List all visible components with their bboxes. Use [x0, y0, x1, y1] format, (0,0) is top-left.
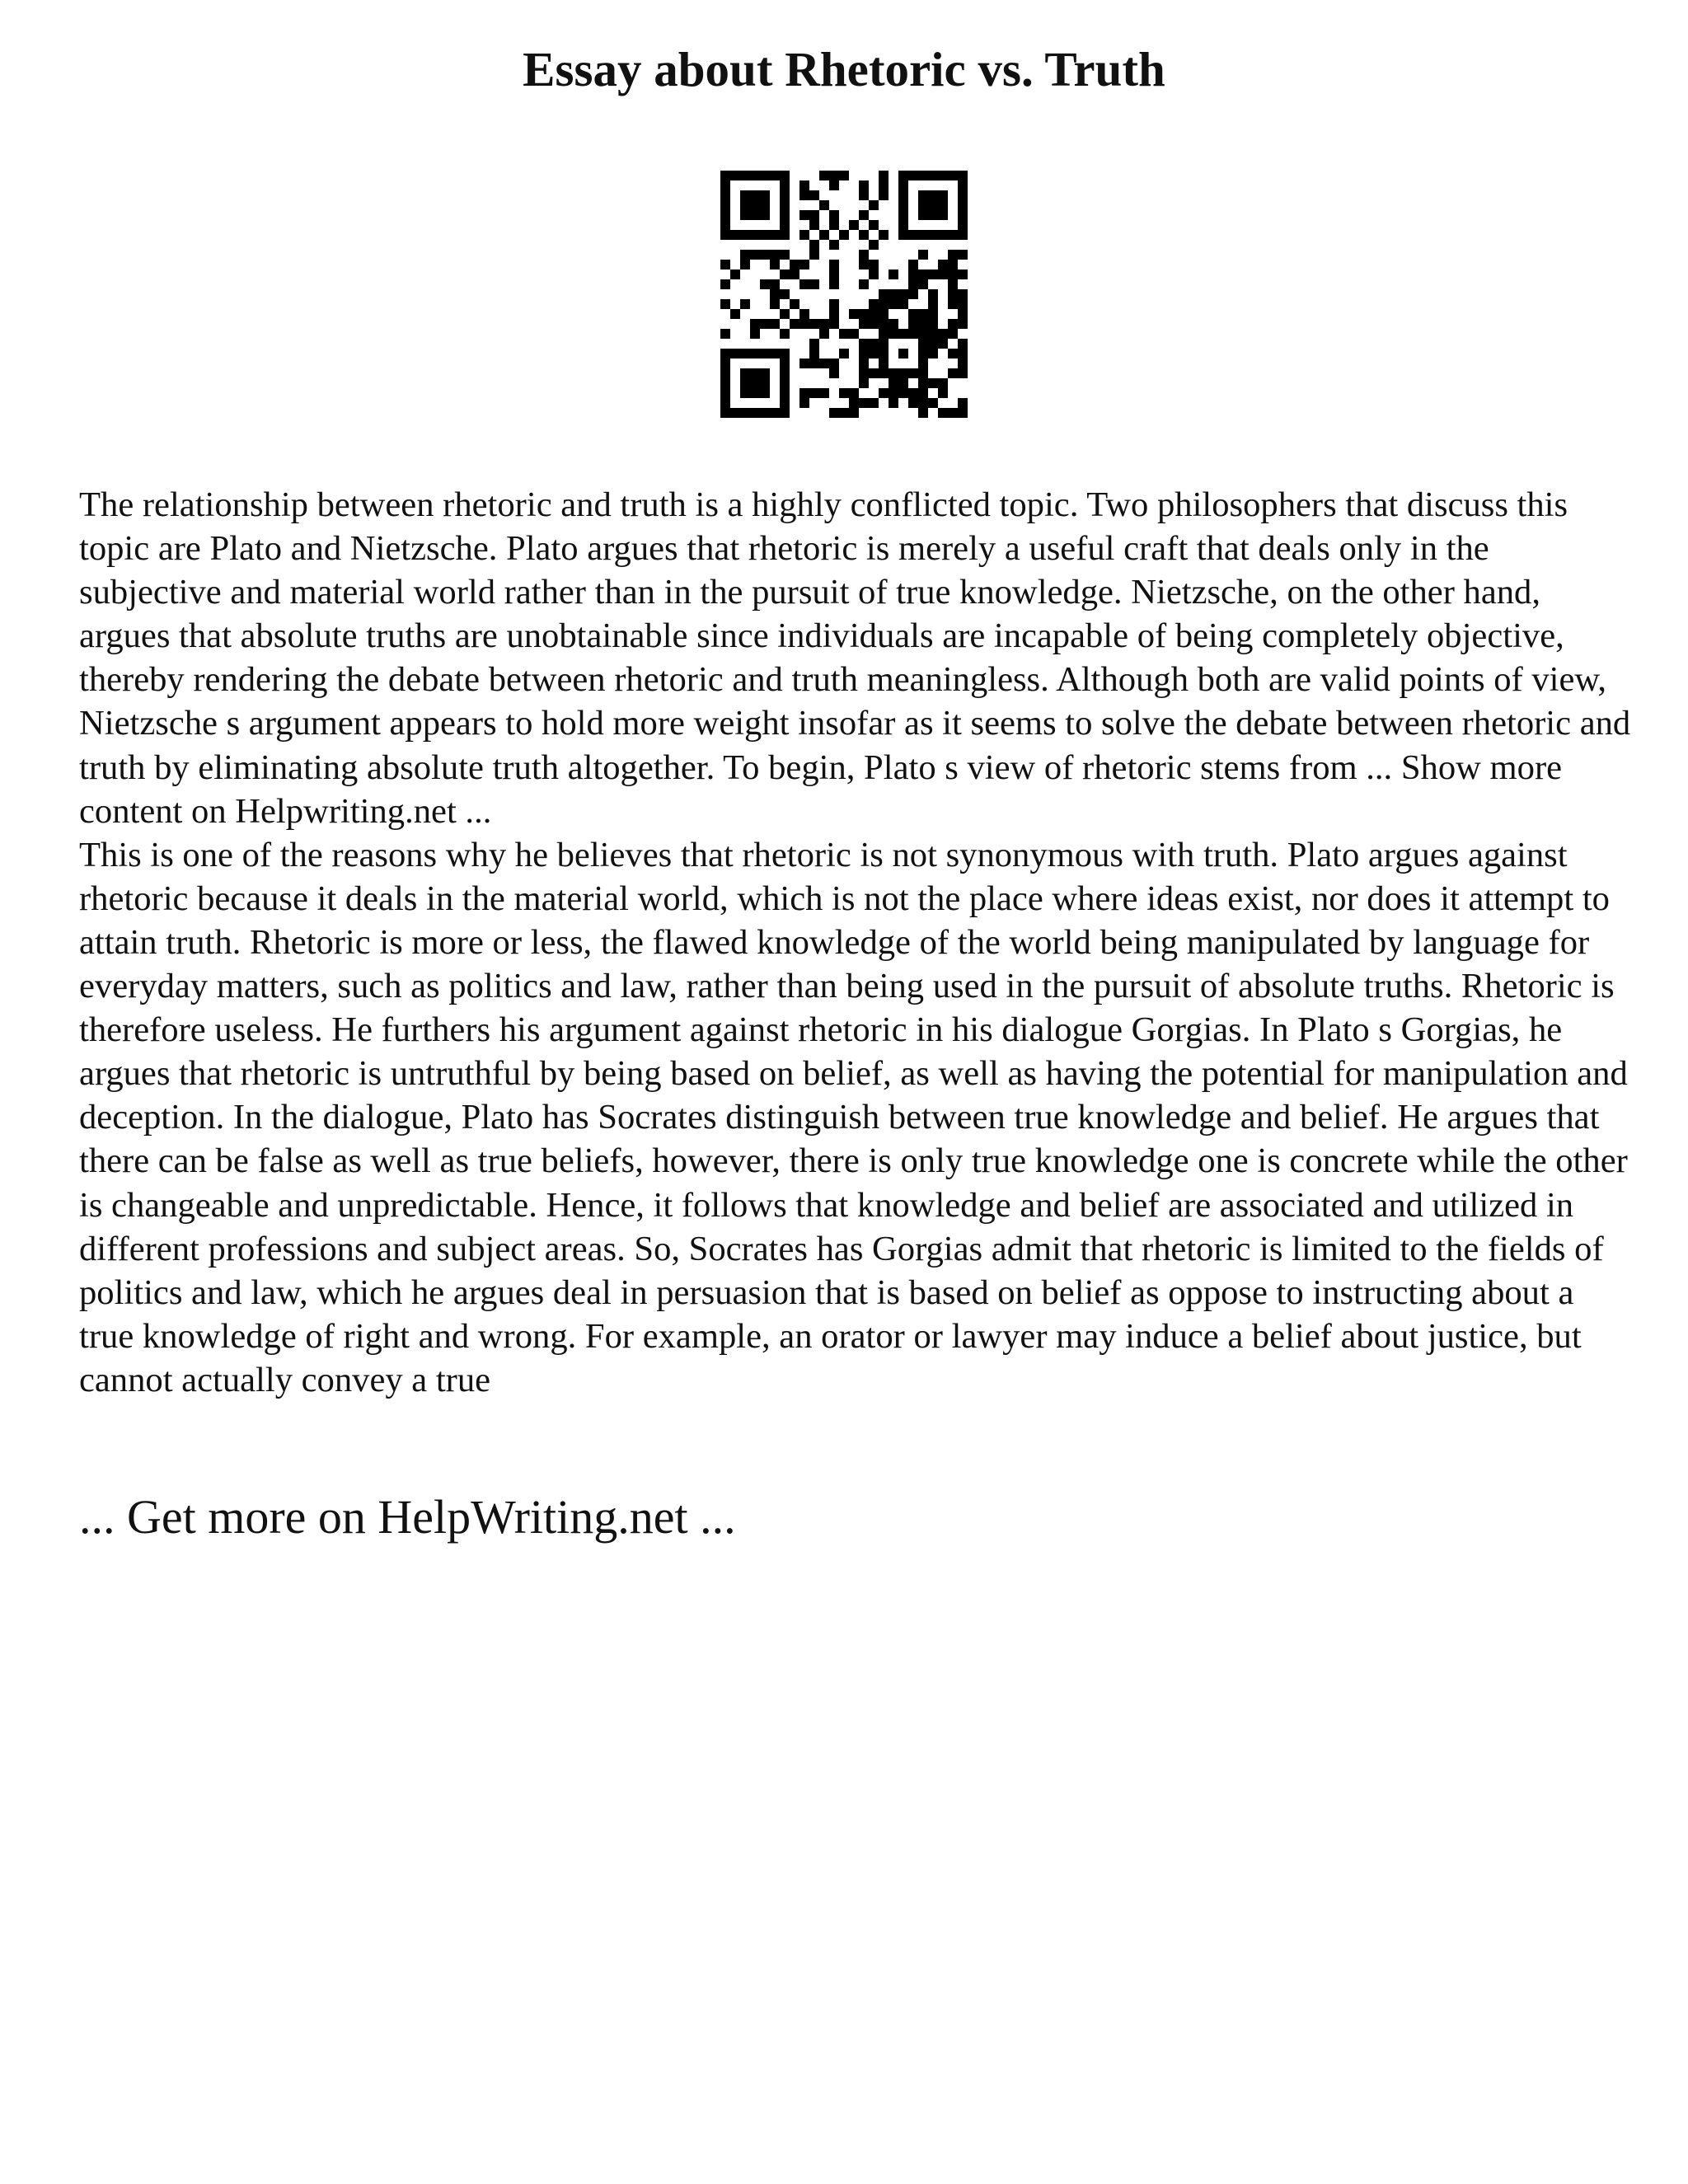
essay-paragraph-1: The relationship between rhetoric and truth is a highly conflicted topic. Two philosophers that discuss this topic are Plato and Nietzsche. Plato argues that rhetoric is merely a useful craft that deals only in the subjective and material world rather than in the pursuit of true knowledge. Nietzsche, on the other hand, argues that absolute truths are unobtainable since individuals are incapable of being completely objective, thereby rendering the debate between rhetoric and truth meaningless. Although both are valid points of view, Nietzsche s argument appears to hold more weight insofar as it seems to solve the debate between rhetoric and truth by eliminating absolute truth altogether. To begin, Plato s view of rhetoric stems from ... Show more content on Helpwriting.net ... [79, 485, 1631, 831]
essay-body [79, 483, 1637, 1402]
essay-paragraph-2: This is one of the reasons why he believes that rhetoric is not synonymous with truth. Plato argues against rhetoric because it deals in the material world, which is not the place where ideas exist, nor does it attempt to attain truth. Rhetoric is more or less, the flawed knowledge of the world being manipulated by language for everyday matters, such as politics and law, rather than being used in the pursuit of absolute truths. Rhetoric is therefore useless. He furthers his argument against rhetoric in his dialogue Gorgias. In Plato s Gorgias, he argues that rhetoric is untruthful by being based on belief, as well as having the potential for manipulation and deception. In the dialogue, Plato has Socrates distinguish between true knowledge and belief. He argues that there can be false as well as true beliefs, however, there is only true knowledge one is concrete while the other is changeable and unpredictable. Hence, it follows that knowledge and belief are associated and utilized in different professions and subject areas. So, Socrates has Gorgias admit that rhetoric is limited to the fields of politics and law, which he argues deal in persuasion that is based on belief as oppose to instructing about a true knowledge of right and wrong. For example, an orator or lawyer may induce a belief about justice, but cannot actually convey a true [79, 835, 1628, 1399]
qr-code-icon[interactable] [720, 171, 968, 418]
page-title: Essay about Rhetoric vs. Truth [523, 42, 1165, 96]
get-more-link[interactable]: ... Get more on HelpWriting.net ... [79, 1490, 736, 1544]
